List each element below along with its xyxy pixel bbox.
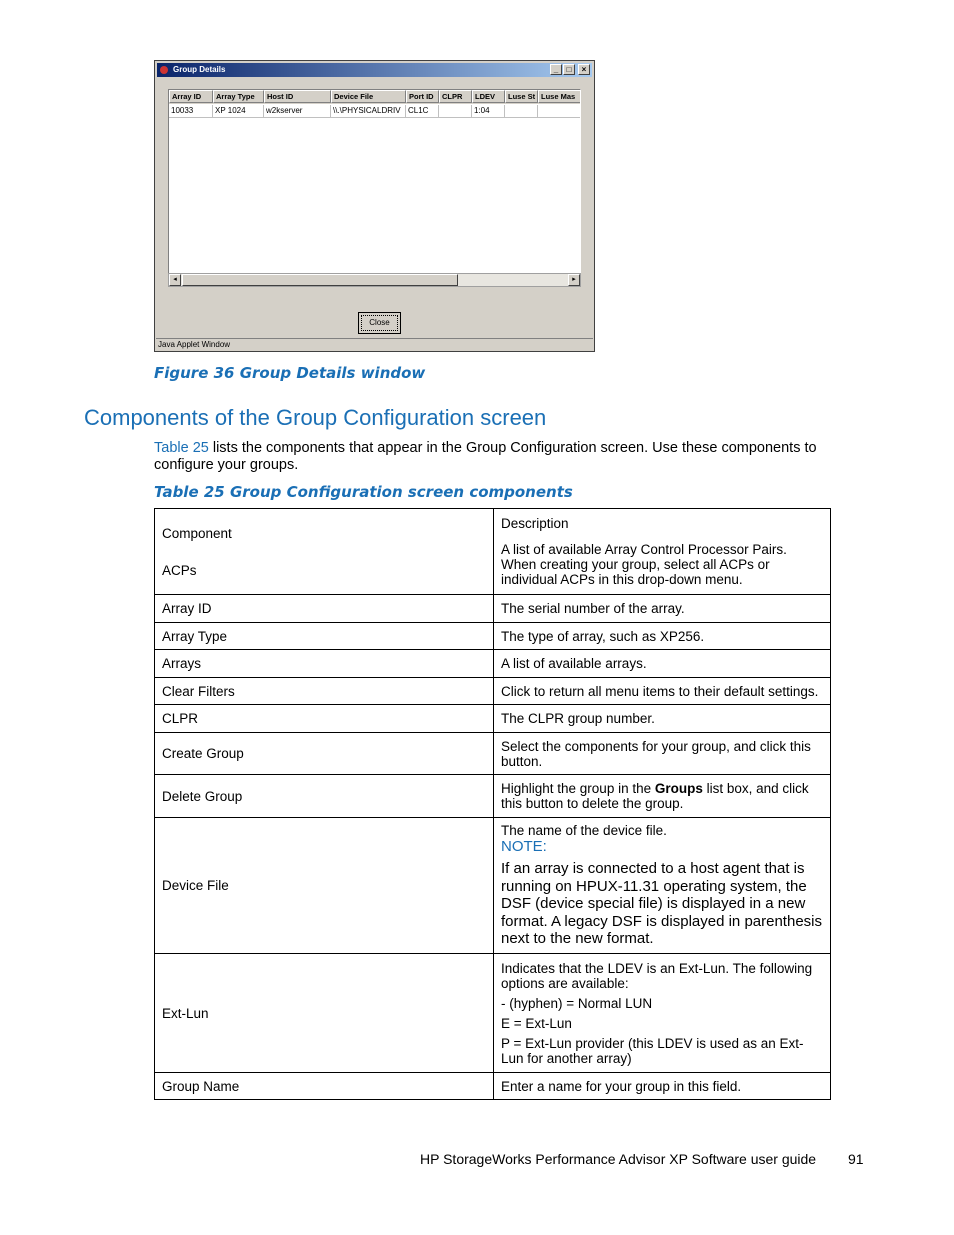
table-caption: Table 25 Group Configuration screen components bbox=[154, 483, 573, 501]
table-cell: \\.\PHYSICALDRIV bbox=[331, 105, 406, 118]
table-row bbox=[155, 509, 831, 595]
column-header[interactable]: Array ID bbox=[169, 90, 213, 103]
component-name: Array Type bbox=[155, 623, 494, 650]
table-cell bbox=[155, 509, 494, 595]
component-name: Create Group bbox=[155, 733, 494, 775]
group-details-table[interactable] bbox=[168, 89, 581, 287]
maximize-icon[interactable]: □ bbox=[563, 64, 575, 75]
header-component: Component bbox=[162, 525, 232, 541]
description: The type of array, such as XP256. bbox=[494, 623, 831, 650]
column-header[interactable]: LDEV bbox=[472, 90, 505, 103]
component-name: Device File bbox=[155, 818, 494, 954]
column-header[interactable]: Host ID bbox=[264, 90, 331, 103]
column-header[interactable]: Luse St bbox=[505, 90, 538, 103]
column-header[interactable]: Luse Mas bbox=[538, 90, 581, 103]
horizontal-scrollbar[interactable] bbox=[168, 273, 581, 287]
table-row bbox=[155, 733, 831, 775]
description: Click to return all menu items to their default settings. bbox=[494, 678, 831, 705]
page-footer: HP StorageWorks Performance Advisor XP Software user guide bbox=[420, 1151, 817, 1167]
table-link[interactable]: Table 25 bbox=[154, 440, 209, 456]
description: A list of available arrays. bbox=[494, 650, 831, 678]
description-text: Highlight the group in the bbox=[501, 781, 655, 796]
table-row bbox=[155, 623, 831, 650]
description: Select the components for your group, and click this button. bbox=[494, 733, 831, 775]
table-row[interactable] bbox=[169, 105, 581, 118]
column-header[interactable]: Device File bbox=[331, 90, 406, 103]
component-name: CLPR bbox=[155, 705, 494, 733]
option-item: E = Ext-Lun bbox=[501, 1015, 572, 1031]
window-title-bar bbox=[157, 63, 592, 77]
table-cell bbox=[439, 105, 472, 118]
scroll-left-icon[interactable]: ◂ bbox=[169, 274, 181, 286]
table-row bbox=[155, 818, 831, 954]
component-name: Arrays bbox=[155, 650, 494, 678]
table-row bbox=[155, 705, 831, 733]
section-heading: Components of the Group Configuration screen bbox=[84, 405, 547, 430]
table-row bbox=[155, 650, 831, 678]
header-description: Description bbox=[501, 516, 569, 531]
minimize-icon[interactable]: _ bbox=[550, 64, 562, 75]
close-button-label: Close bbox=[361, 315, 398, 331]
scroll-right-icon[interactable]: ▸ bbox=[568, 274, 580, 286]
table-row bbox=[155, 1073, 831, 1100]
table-cell bbox=[505, 105, 538, 118]
figure-caption: Figure 36 Group Details window bbox=[154, 364, 426, 382]
table-cell: w2kserver bbox=[264, 105, 331, 118]
option-item: P = Ext-Lun provider (this LDEV is used as an Ext-Lun for another array) bbox=[501, 1035, 804, 1066]
status-bar: Java Applet Window bbox=[156, 338, 593, 350]
window-title: Group Details bbox=[173, 65, 226, 74]
components-table bbox=[154, 508, 831, 1100]
close-button[interactable] bbox=[358, 312, 401, 334]
table-cell: 10033 bbox=[169, 105, 213, 118]
description-text: list box, and click this button to delete the group. bbox=[501, 781, 809, 811]
table-cell bbox=[494, 954, 831, 1073]
table-cell: 1:04 bbox=[472, 105, 505, 118]
component-name: Delete Group bbox=[155, 775, 494, 818]
table-row bbox=[155, 595, 831, 623]
column-header[interactable]: Port ID bbox=[406, 90, 439, 103]
component-name: ACPs bbox=[162, 562, 197, 578]
table-header bbox=[169, 90, 581, 104]
description: The CLPR group number. bbox=[494, 705, 831, 733]
description: Enter a name for your group in this field. bbox=[494, 1073, 831, 1100]
description: A list of available Array Control Processor Pairs. When creating your group, select all ACPs or individual ACPs in this drop-down menu. bbox=[501, 542, 787, 587]
page-number: 91 bbox=[848, 1151, 864, 1167]
groups-bold: Groups bbox=[654, 781, 703, 796]
table-row bbox=[155, 775, 831, 818]
description: The name of the device file. bbox=[501, 823, 667, 839]
component-name: Array ID bbox=[155, 595, 494, 623]
table-row bbox=[155, 954, 831, 1073]
component-name: Ext-Lun bbox=[155, 954, 494, 1073]
close-icon[interactable]: × bbox=[578, 64, 590, 75]
column-header[interactable]: CLPR bbox=[439, 90, 472, 103]
column-header[interactable]: Array Type bbox=[213, 90, 264, 103]
table-cell bbox=[494, 818, 831, 954]
intro-text: lists the components that appear in the Group Configuration screen. Use these components to configure your groups. bbox=[154, 440, 817, 473]
group-details-window bbox=[154, 60, 595, 352]
java-app-icon bbox=[160, 66, 168, 74]
component-name: Clear Filters bbox=[155, 678, 494, 705]
note-text: If an array is connected to a host agent that is running on HPUX-11.31 operating system, the DSF (device special file) is displayed in a new format. A legacy DSF is displayed in parenthesis next to the new format. bbox=[501, 860, 822, 948]
description bbox=[494, 775, 831, 818]
table-cell bbox=[494, 509, 831, 595]
component-name: Group Name bbox=[155, 1073, 494, 1100]
option-item: - (hyphen) = Normal LUN bbox=[501, 995, 653, 1011]
table-row bbox=[155, 678, 831, 705]
table-cell bbox=[538, 105, 581, 118]
intro-paragraph bbox=[154, 440, 854, 474]
scroll-thumb[interactable] bbox=[182, 274, 458, 286]
table-cell: XP 1024 bbox=[213, 105, 264, 118]
description: The serial number of the array. bbox=[494, 595, 831, 623]
description: Indicates that the LDEV is an Ext-Lun. The following options are available: bbox=[501, 960, 813, 991]
note-label: NOTE: bbox=[501, 838, 547, 856]
table-cell: CL1C bbox=[406, 105, 439, 118]
